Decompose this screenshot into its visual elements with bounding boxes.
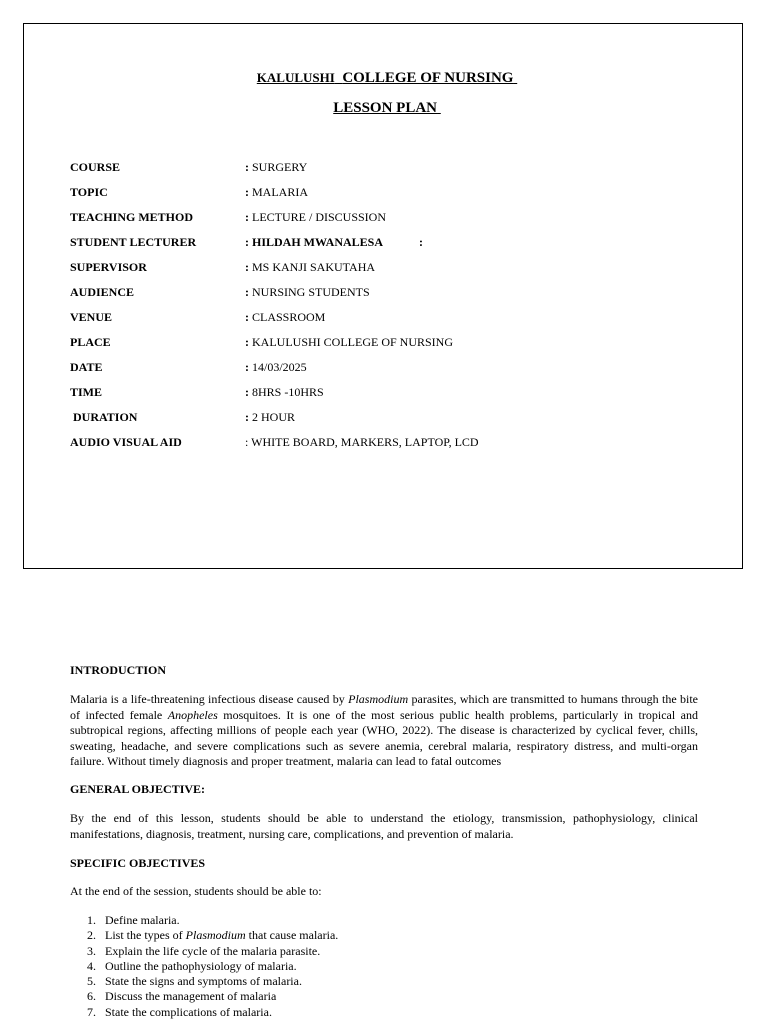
info-value <box>245 283 370 301</box>
info-label: AUDIO VISUAL AID <box>70 435 182 449</box>
separator: : <box>245 210 249 224</box>
info-row-place <box>70 333 730 358</box>
list-item <box>70 959 338 974</box>
info-value <box>245 233 383 251</box>
list-text: Explain the life cycle of the malaria parasite. <box>105 943 321 958</box>
list-text: Define malaria. <box>105 913 180 927</box>
general-objective-heading: GENERAL OBJECTIVE: <box>70 782 206 796</box>
list-number: 4. <box>87 958 96 973</box>
info-row-time <box>70 383 730 408</box>
specific-objectives-intro: At the end of the session, students should be able to: <box>70 884 322 898</box>
list-item <box>70 974 338 989</box>
list-number: 6. <box>87 989 96 1004</box>
intro-text-2: parasites, which are transmitted to humans through the bite of infected female <box>70 692 699 722</box>
separator: : <box>245 385 249 399</box>
info-row-audience <box>70 283 730 308</box>
info-label: VENUE <box>70 310 113 324</box>
info-value <box>245 433 479 451</box>
list-number: 2. <box>87 928 96 943</box>
info-row-audio-visual-aid <box>70 433 730 458</box>
document-title <box>24 100 746 117</box>
info-value-text: MS KANJI SAKUTAHA <box>252 260 376 274</box>
list-text: List the types of <box>105 928 186 943</box>
separator: : <box>245 285 249 299</box>
intro-text-3: mosquitoes. It is one of the most serious public health problems, particularly in tropical and subtropical regions, affecting millions of people each year (WHO, 2022). The disease is characterized by cyclical fever, chills, sweating, headache, and severe complications such as severe anemia, cerebral malaria, respiratory distress, and multi-organ failure. Without timely diagnosis and proper treatment, malaria can lead to fatal outcomes <box>70 707 698 768</box>
info-value-text: WHITE BOARD, MARKERS, LAPTOP, LCD <box>251 435 479 449</box>
info-value-text: MALARIA <box>252 185 308 199</box>
list-item <box>70 913 338 928</box>
list-emphasis: Plasmodium <box>185 928 246 943</box>
separator: : <box>245 260 249 274</box>
list-item <box>70 989 338 1004</box>
college-name-small: KALULUSHI <box>256 70 335 85</box>
list-number: 3. <box>87 943 96 958</box>
info-row-student-lecturer <box>70 233 730 258</box>
info-row-date <box>70 358 730 383</box>
specific-objectives-heading: SPECIFIC OBJECTIVES <box>70 856 206 870</box>
list-number: 1. <box>87 913 96 927</box>
info-label: PLACE <box>70 335 111 349</box>
separator: : <box>245 160 249 174</box>
list-item <box>70 1005 338 1020</box>
info-row-course <box>70 158 730 183</box>
general-objective-paragraph: By the end of this lesson, students should be able to understand the etiology, transmission, pathophysiology, clinical manifestations, diagnosis, treatment, nursing care, complications, and prevention of malaria. <box>70 811 698 841</box>
info-value-text: 14/03/2025 <box>252 360 307 374</box>
info-label: TEACHING METHOD <box>70 210 194 224</box>
info-label: STUDENT LECTURER <box>70 235 197 249</box>
list-item <box>70 944 338 959</box>
document-title-text: LESSON PLAN <box>333 100 438 116</box>
info-value <box>245 308 325 326</box>
info-value-text: 8HRS -10HRS <box>252 385 324 399</box>
list-number: 5. <box>87 974 96 989</box>
list-text: Outline the pathophysiology of malaria. <box>105 958 297 973</box>
info-value <box>245 358 307 376</box>
info-row-venue <box>70 308 730 333</box>
trailing-colon: : <box>419 235 423 249</box>
specific-objectives-list <box>70 913 338 1020</box>
info-label: TIME <box>70 385 103 399</box>
info-value <box>245 183 308 201</box>
lesson-info-list <box>70 158 730 458</box>
intro-text-1: Malaria is a life-threatening infectious disease caused by <box>70 692 349 706</box>
info-value <box>245 383 324 401</box>
info-row-supervisor <box>70 258 730 283</box>
list-text: that cause malaria. <box>245 928 339 943</box>
info-label: DATE <box>70 360 103 374</box>
info-value-text: KALULUSHI COLLEGE OF NURSING <box>252 335 453 349</box>
introduction-heading: INTRODUCTION <box>70 663 167 677</box>
info-value-text: 2 HOUR <box>252 410 296 424</box>
info-label: DURATION <box>70 410 138 424</box>
list-number: 7. <box>87 1004 96 1019</box>
separator: : <box>245 235 249 249</box>
separator: : <box>245 360 249 374</box>
intro-emphasis-1: Plasmodium <box>348 692 409 706</box>
info-label: AUDIENCE <box>70 285 135 299</box>
intro-emphasis-2: Anopheles <box>167 707 218 722</box>
cover-box <box>23 23 743 569</box>
info-label: SUPERVISOR <box>70 260 147 274</box>
introduction-paragraph <box>70 692 698 770</box>
list-text: State the signs and symptoms of malaria. <box>105 974 302 989</box>
info-label: COURSE <box>70 160 121 174</box>
separator: : <box>245 335 249 349</box>
separator: : <box>245 185 249 199</box>
separator: : <box>245 435 249 449</box>
info-row-teaching-method <box>70 208 730 233</box>
info-label: TOPIC <box>70 185 108 199</box>
info-value <box>245 258 375 276</box>
info-value <box>245 158 307 176</box>
info-value-text: SURGERY <box>252 160 308 174</box>
list-text: Discuss the management of malaria <box>105 989 277 1004</box>
info-value <box>245 408 295 426</box>
college-title <box>24 70 746 87</box>
separator: : <box>245 410 249 424</box>
college-name-main: COLLEGE OF NURSING <box>342 70 514 86</box>
list-item <box>70 928 338 943</box>
info-value-text: CLASSROOM <box>252 310 326 324</box>
info-value-text: HILDAH MWANALESA <box>252 235 384 249</box>
separator: : <box>245 310 249 324</box>
info-value <box>245 208 386 226</box>
info-value-text: LECTURE / DISCUSSION <box>252 210 387 224</box>
info-value <box>245 333 453 351</box>
info-row-topic <box>70 183 730 208</box>
list-text: State the complications of malaria. <box>105 1004 272 1019</box>
info-value-text: NURSING STUDENTS <box>252 285 370 299</box>
info-row-duration <box>70 408 730 433</box>
